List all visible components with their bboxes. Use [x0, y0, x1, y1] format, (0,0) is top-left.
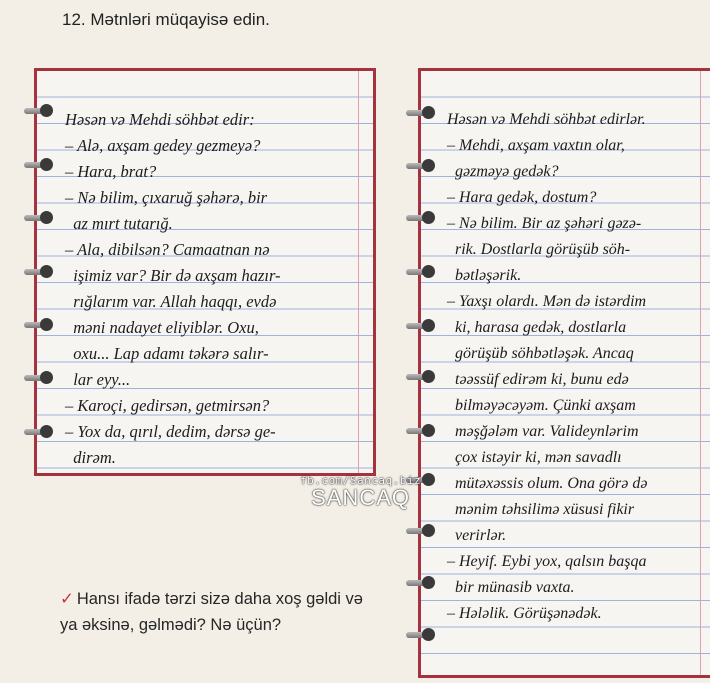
left-dialogue-line: məni nadayet eliyiblər. Oxu,: [65, 318, 259, 337]
question-text: Hansı ifadə tərzi sizə daha xoş gəldi və ya əksinə, gəlmədi? Nə üçün?: [60, 590, 363, 634]
spiral-ring-icon: [24, 424, 54, 440]
right-dialogue-line: – Yaxşı olardı. Mən də istərdim: [447, 293, 647, 310]
right-dialogue-line: – Mehdi, axşam vaxtın olar,: [447, 137, 625, 154]
left-dialogue-line: rığlarım var. Allah haqqı, evdə: [65, 292, 277, 311]
check-mark-icon: ✓: [60, 590, 74, 608]
watermark-url: fb.com/Sancaq.biz: [300, 474, 422, 487]
right-dialogue-line: çox istəyir ki, mən savadlı: [447, 449, 622, 466]
right-dialogue-line: bir münasib vaxta.: [447, 579, 575, 596]
left-dialogue-line: – Karoçi, gedirsən, getmirsən?: [65, 396, 270, 415]
right-dialogue-line: məşğələm var. Valideynlərim: [447, 423, 639, 440]
spiral-ring-icon: [406, 423, 436, 439]
spiral-ring-icon: [406, 105, 436, 121]
right-dialogue-line: bilməyəcəyəm. Çünki axşam: [447, 397, 636, 414]
sancaq-watermark: [300, 474, 421, 511]
left-dialogue-line: oxu... Lap adamı təkərə salır-: [65, 344, 269, 363]
left-notebook-card: [34, 68, 376, 476]
right-dialogue-line: mənim təhsilimə xüsusi fikir: [447, 501, 635, 518]
left-dialogue-line: Həsən və Mehdi söhbət edir:: [65, 110, 255, 129]
right-dialogue-line: mütəxəssis olum. Ona görə də: [447, 475, 648, 492]
right-dialogue-line: təəssüf edirəm ki, bunu edə: [447, 371, 629, 388]
right-dialogue-line: ki, harasa gedək, dostlarla: [447, 319, 627, 336]
spiral-ring-icon: [406, 369, 436, 385]
left-dialogue-line: – Nə bilim, çıxaruğ şəhərə, bir: [65, 188, 268, 207]
spiral-ring-icon: [406, 627, 436, 643]
right-dialogue-line: – Nə bilim. Bir az şəhəri gəzə-: [447, 215, 642, 232]
right-dialogue-line: verirlər.: [447, 527, 507, 544]
spiral-ring-icon: [406, 264, 436, 280]
right-dialogue-text: [447, 107, 710, 627]
right-dialogue-line: görüşüb söhbətləşək. Ancaq: [447, 345, 634, 362]
spiral-ring-icon: [24, 210, 54, 226]
right-notebook-card: [418, 68, 710, 678]
left-dialogue-line: – Ala, dibilsən? Camaatnan nə: [65, 240, 270, 259]
spiral-ring-icon: [406, 523, 436, 539]
spiral-ring-icon: [24, 317, 54, 333]
spiral-ring-icon: [24, 157, 54, 173]
right-dialogue-line: rik. Dostlarla görüşüb söh-: [447, 241, 631, 258]
spiral-ring-icon: [24, 103, 54, 119]
spiral-ring-icon: [24, 370, 54, 386]
right-dialogue-line: Həsən və Mehdi söhbət edirlər.: [447, 111, 646, 128]
left-dialogue-text: [65, 107, 357, 471]
left-dialogue-line: işimiz var? Bir də axşam hazır-: [65, 266, 281, 285]
spiral-ring-icon: [406, 210, 436, 226]
spiral-ring-icon: [406, 158, 436, 174]
exercise-heading: 12. Mətnləri müqayisə edin.: [62, 10, 270, 29]
left-dialogue-line: lar eyy...: [65, 370, 131, 389]
right-dialogue-line: – Hələlik. Görüşənədək.: [447, 605, 602, 622]
left-dialogue-line: dirəm.: [65, 448, 116, 467]
left-dialogue-line: az mırt tutarığ.: [65, 214, 173, 233]
discussion-question: [60, 586, 380, 638]
left-dialogue-line: – Yox da, qırıl, dedim, dərsə ge-: [65, 422, 276, 441]
right-dialogue-line: – Heyif. Eybi yox, qalsın başqa: [447, 553, 647, 570]
right-dialogue-line: – Hara gedək, dostum?: [447, 189, 597, 206]
spiral-ring-icon: [24, 264, 54, 280]
spiral-ring-icon: [406, 575, 436, 591]
right-dialogue-line: gəzməyə gedək?: [447, 163, 559, 180]
right-dialogue-line: bətləşərik.: [447, 267, 522, 284]
spiral-ring-icon: [406, 318, 436, 334]
watermark-logo: SANCAQ: [311, 485, 410, 510]
left-dialogue-line: – Hara, brat?: [65, 162, 157, 181]
left-dialogue-line: – Alə, axşam gedey gezmeyə?: [65, 136, 261, 155]
